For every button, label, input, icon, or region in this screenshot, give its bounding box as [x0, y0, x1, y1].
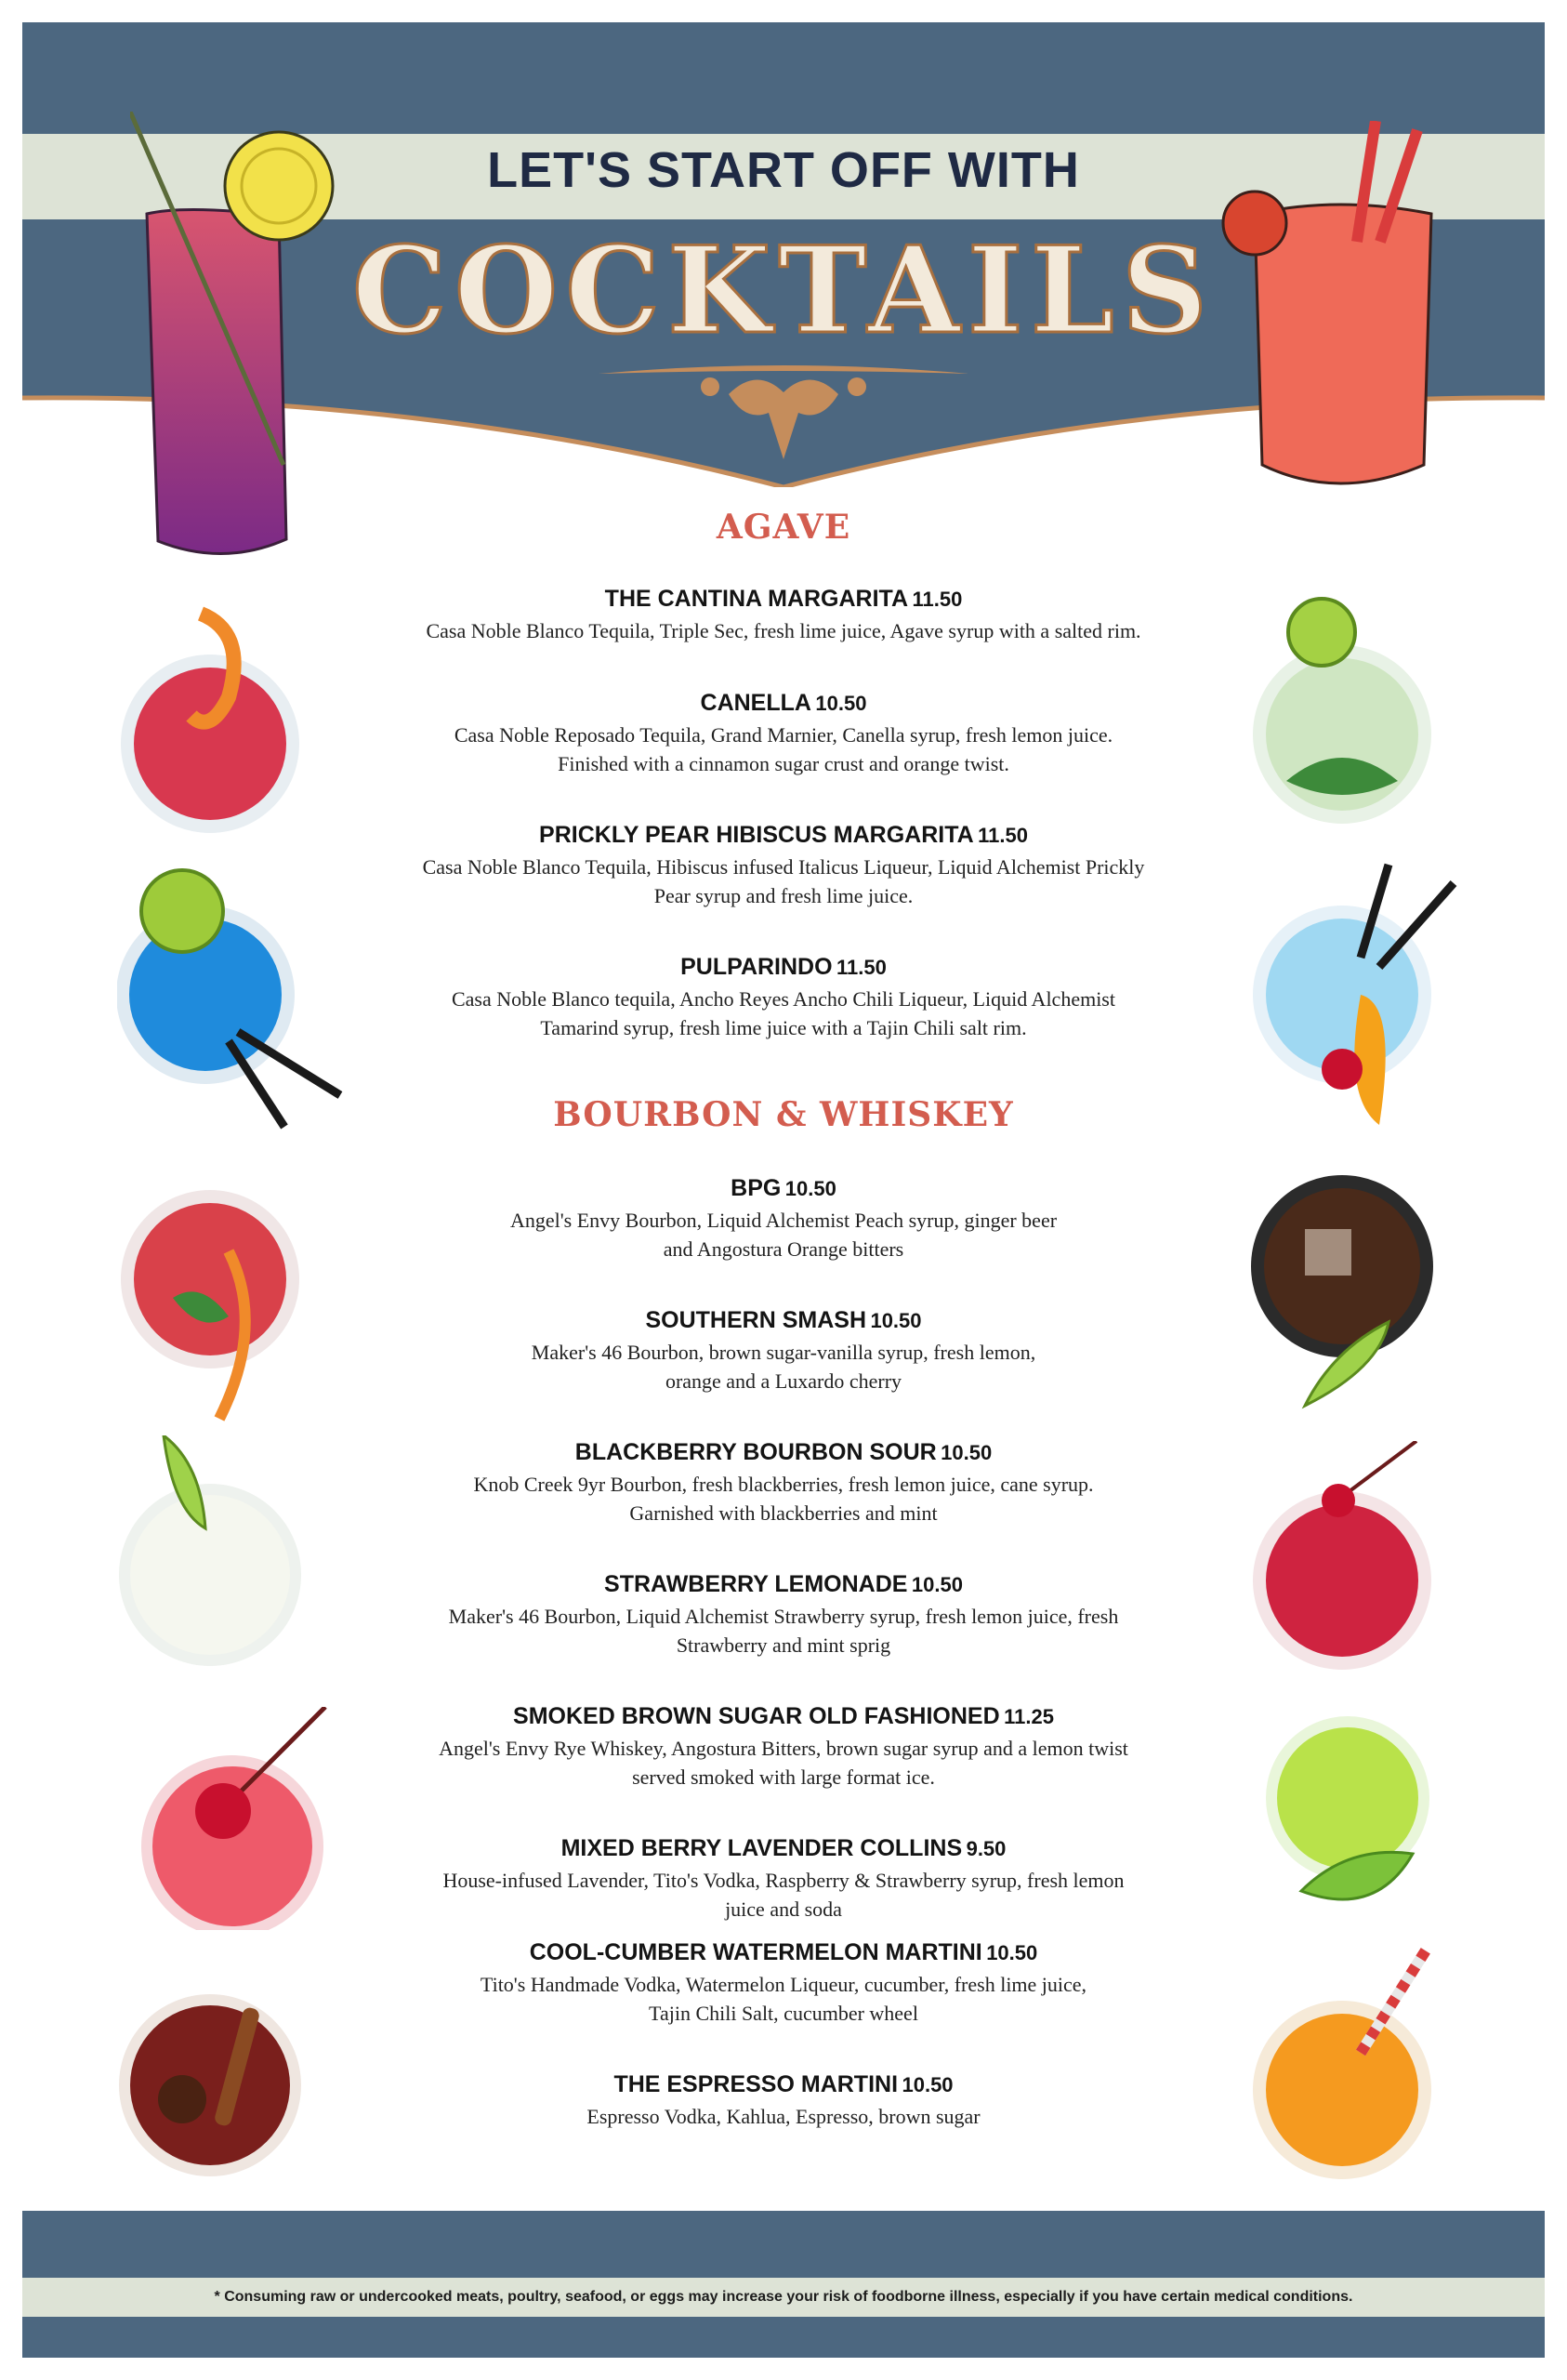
item-name: PRICKLY PEAR HIBISCUS MARGARITA	[539, 822, 974, 848]
footer-disclaimer: * Consuming raw or undercooked meats, poultry, seafood, or eggs may increase your risk of foodborne illness, especially if you have certain medical conditions.	[214, 2289, 1353, 2305]
item-description: Knob Creek 9yr Bourbon, fresh blackberries, fresh lemon juice, cane syrup. Garnished with blackberries and mint	[473, 1473, 1094, 1525]
item-description: Tito's Handmade Vodka, Watermelon Liqueur, cucumber, fresh lime juice, Tajin Chili Salt, cucumber wheel	[480, 1973, 1087, 2025]
menu-item	[353, 1175, 1214, 1263]
item-name: BPG	[731, 1175, 782, 1201]
red-slushie-cocktail-icon	[1218, 121, 1459, 511]
item-description: Maker's 46 Bourbon, brown sugar-vanilla syrup, fresh lemon, orange and a Luxardo cherry	[531, 1341, 1036, 1393]
blue-cocktail-lime-icon	[117, 855, 349, 1134]
header-title: COCKTAILS	[351, 221, 1216, 361]
footer-banner	[22, 2211, 1545, 2358]
item-price: 10.50	[941, 1441, 993, 1464]
menu-item	[353, 1307, 1214, 1395]
green-cocktail-lime-peel-icon	[1264, 1714, 1450, 1928]
menu-item	[353, 1703, 1214, 1792]
item-price: 11.25	[1004, 1705, 1054, 1728]
menu-item	[353, 2071, 1214, 2131]
tall-purple-cocktail-icon	[130, 112, 372, 576]
item-price: 11.50	[978, 824, 1028, 847]
header-lead-text: LET'S START OFF WITH	[487, 142, 1080, 198]
white-cocktail-lime-icon	[117, 1435, 312, 1668]
item-name: CANELLA	[700, 690, 811, 716]
sangria-star-anise-icon	[117, 1988, 312, 2183]
orange-smoothie-straw-icon	[1249, 1941, 1454, 2183]
mojito-lime-icon	[1249, 595, 1444, 827]
item-price: 10.50	[902, 2073, 954, 2096]
red-cocktail-orange-twist-icon	[117, 595, 312, 837]
item-description: Maker's 46 Bourbon, Liquid Alchemist Strawberry syrup, fresh lemon juice, fresh Strawberry and mint sprig	[448, 1605, 1119, 1657]
menu-item	[353, 1439, 1214, 1527]
item-name: SMOKED BROWN SUGAR OLD FASHIONED	[513, 1703, 1000, 1729]
item-price: 10.50	[911, 1573, 963, 1596]
menu-item	[353, 1835, 1214, 1924]
item-description: House-infused Lavender, Tito's Vodka, Raspberry & Strawberry syrup, fresh lemon juice and soda	[442, 1869, 1125, 1921]
cola-cocktail-lime-icon	[1249, 1173, 1444, 1415]
menu-item	[353, 1939, 1214, 2028]
section-heading-agave: AGAVE	[716, 508, 851, 547]
item-name: THE CANTINA MARGARITA	[604, 586, 909, 612]
item-description: Casa Noble Blanco Tequila, Hibiscus infused Italicus Liqueur, Liquid Alchemist Prickly Pear syrup and fresh lime juice.	[422, 855, 1145, 907]
item-description: Casa Noble Blanco Tequila, Triple Sec, fresh lime juice, Agave syrup with a salted rim.	[426, 619, 1141, 642]
item-name: THE ESPRESSO MARTINI	[613, 2071, 899, 2097]
red-cocktail-cherry-icon	[1249, 1441, 1444, 1673]
section-heading-bourbon-whiskey: BOURBON & WHISKEY	[553, 1095, 1014, 1134]
item-price: 11.50	[836, 956, 887, 979]
red-cocktail-mint-icon	[117, 1177, 312, 1428]
item-name: MIXED BERRY LAVENDER COLLINS	[560, 1835, 963, 1861]
item-description: Casa Noble Reposado Tequila, Grand Marnier, Canella syrup, fresh lemon juice. Finished with a cinnamon sugar crust and orange twist.	[454, 723, 1113, 775]
item-name: SOUTHERN SMASH	[645, 1307, 866, 1333]
item-price: 10.50	[986, 1941, 1038, 1964]
item-price: 9.50	[966, 1837, 1007, 1860]
menu-item	[353, 690, 1214, 778]
footer-band	[22, 2278, 1545, 2317]
item-name: PULPARINDO	[680, 954, 833, 980]
item-price: 10.50	[815, 692, 867, 715]
item-name: BLACKBERRY BOURBON SOUR	[574, 1439, 937, 1465]
item-name: STRAWBERRY LEMONADE	[604, 1571, 908, 1597]
menu-item	[353, 1571, 1214, 1659]
pink-cocktail-cherry-icon	[130, 1707, 344, 1930]
item-description: Angel's Envy Bourbon, Liquid Alchemist Peach syrup, ginger beer and Angostura Orange bitters	[509, 1209, 1058, 1261]
item-description: Angel's Envy Rye Whiskey, Angostura Bitters, brown sugar syrup and a lemon twist served smoked with large format ice.	[439, 1737, 1128, 1789]
item-price: 11.50	[912, 588, 963, 611]
item-name: COOL-CUMBER WATERMELON MARTINI	[529, 1939, 982, 1965]
menu-item	[353, 586, 1214, 645]
item-price: 10.50	[784, 1177, 836, 1200]
item-description: Casa Noble Blanco tequila, Ancho Reyes Ancho Chili Liqueur, Liquid Alchemist Tamarind syrup, fresh lime juice with a Tajin Chili salt rim.	[451, 987, 1115, 1039]
menu-item	[353, 954, 1214, 1042]
item-price: 10.50	[870, 1309, 922, 1332]
light-blue-cocktail-straws-icon	[1249, 855, 1463, 1134]
menu-item	[353, 822, 1214, 910]
item-description: Espresso Vodka, Kahlua, Espresso, brown sugar	[586, 2105, 981, 2128]
